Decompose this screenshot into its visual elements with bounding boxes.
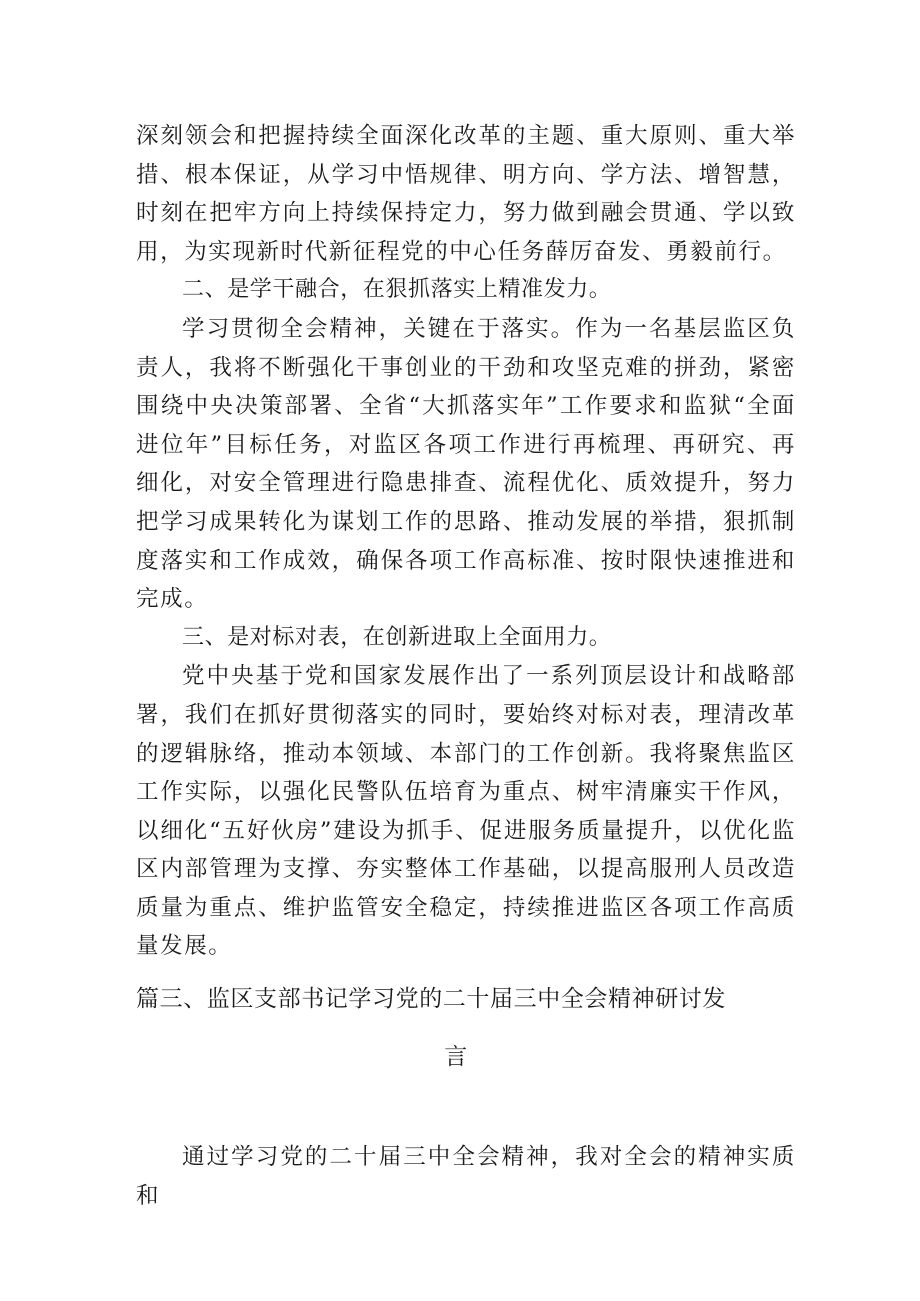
- heading-3: 三、是对标对表，在创新进取上全面用力。: [182, 624, 612, 650]
- paragraph-2: 学习贯彻全会精神，关键在于落实。作为一名基层监区负责人，我将不断强化干事创业的干劲和攻坚克难的拼劲，紧密围绕中央决策部署、全省“大抓落实年”工作要求和监狱“全面进位年”目标任务，对监区各项工作进行再梳理、再研究、再细化，对安全管理进行隐患排查、流程优化、质效提升，努力把学习成果转化为谋划工作的思路、推动发展的举措，狠抓制度落实和工作成效，确保各项工作高标准、按时限快速推进和完成。: [136, 315, 796, 613]
- paragraph-1: 深刻领会和把握持续全面深化改革的主题、重大原则、重大举措、根本保证，从学习中悟规律、明方向、学方法、增智慧，时刻在把牢方向上持续保持定力，努力做到融会贯通、学以致用，为实现新时代新征程党的中心任务薛厉奋发、勇毅前行。: [136, 123, 796, 265]
- heading-2: 二、是学干融合，在狠抓落实上精准发力。: [182, 277, 612, 303]
- document-body: [136, 117, 796, 1215]
- paragraph-3: 党中央基于党和国家发展作出了一系列顶层设计和战略部署，我们在抓好贯彻落实的同时，要始终对标对表，理清改革的逻辑脉络，推动本领域、本部门的工作创新。我将聚焦监区工作实际，以强化民警队伍培育为重点、树牢清廉实干作风，以细化“五好伙房”建设为抓手、促进服务质量提升，以优化监区内部管理为支撑、夯实整体工作基础，以提高服刑人员改造质量为重点、维护监管安全稳定，持续推进监区各项工作高质量发展。: [136, 663, 796, 960]
- spacer: [136, 1086, 796, 1138]
- section-title-line-2: 言: [444, 1044, 468, 1071]
- section-title: [136, 970, 796, 1086]
- paragraph-4: 通过学习党的二十届三中全会精神，我对全会的精神实质和: [136, 1144, 796, 1209]
- section-title-line-1: 篇三、监区支部书记学习党的二十届三中全会精神研讨发: [136, 986, 726, 1013]
